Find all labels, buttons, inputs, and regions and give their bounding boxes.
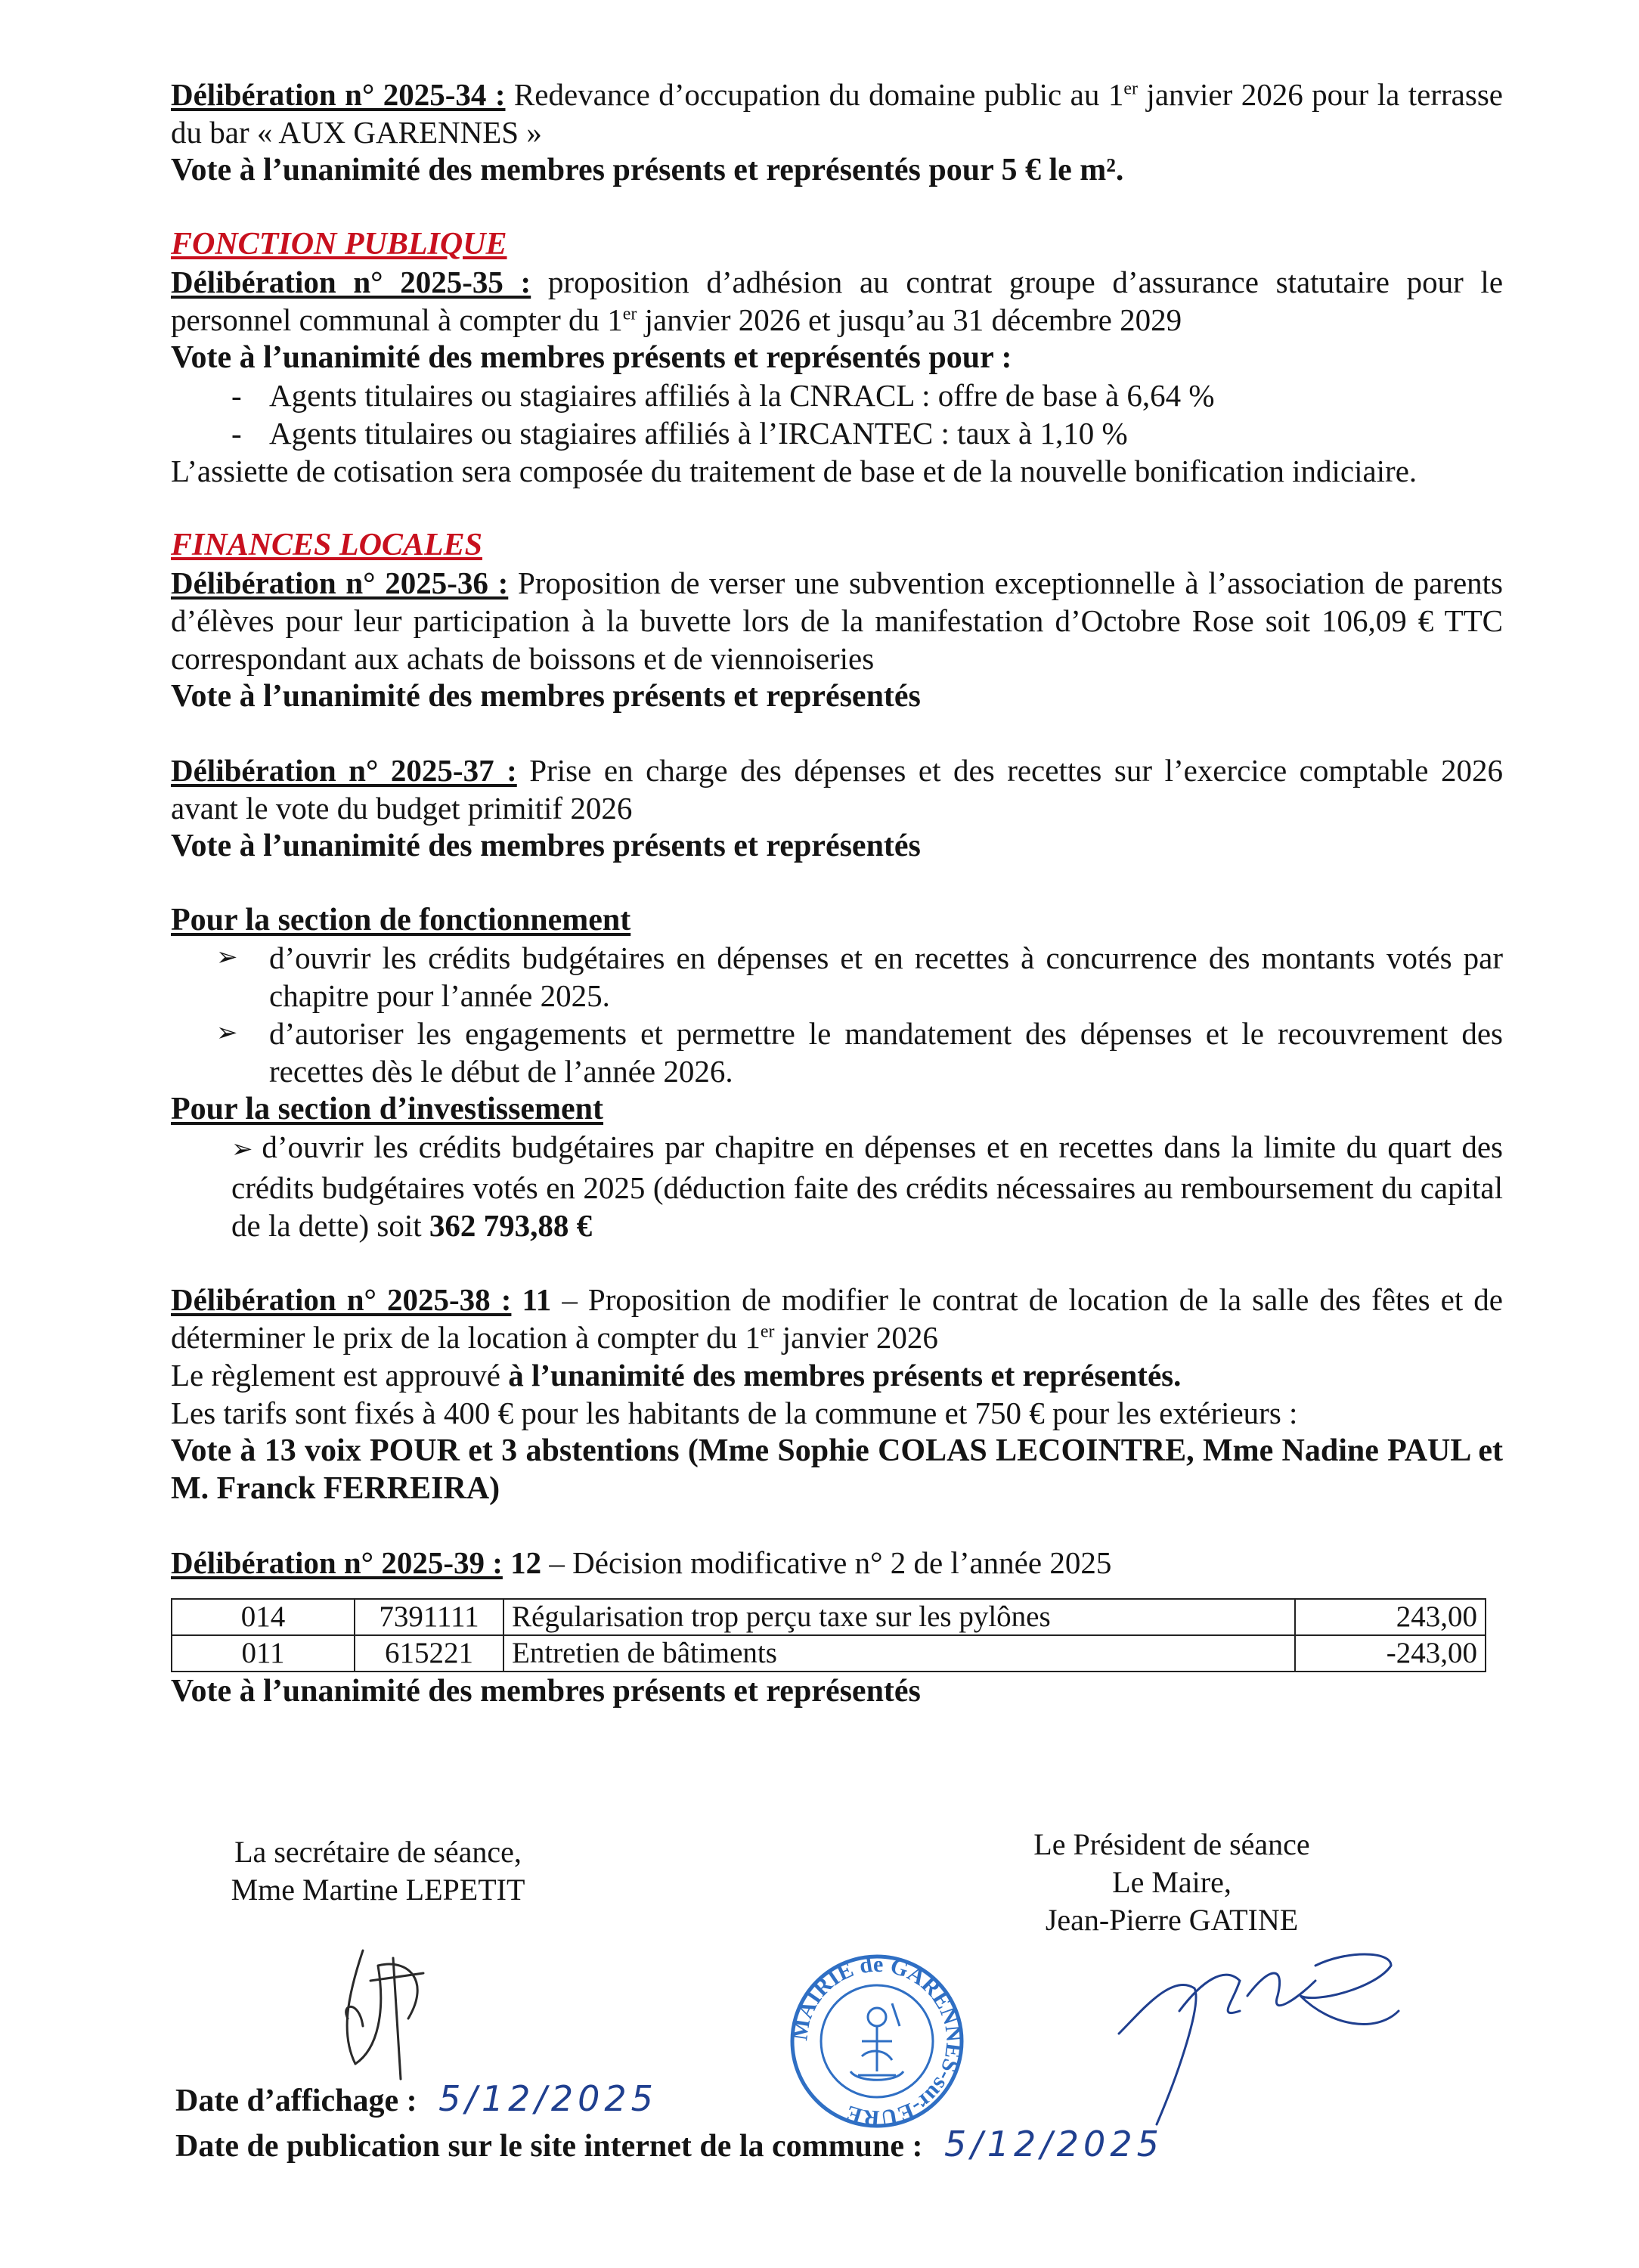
deliberation-38-label: Délibération n° 2025-38 : [171,1282,512,1317]
deliberation-34-text-end: janvier 2026 pour la terrasse du bar « AUX GARENNES » [171,77,1503,150]
fonctionnement-list [171,939,1503,1090]
deliberation-38-vote: Vote à 13 voix POUR et 3 abstentions (Mme Sophie COLAS LECOINTRE, Mme Nadine PAUL et M. Franck FERREIRA) [171,1433,1503,1506]
date-publication-label: Date de publication sur le site internet de la commune : [175,2129,923,2164]
deliberation-36-text: Proposition de verser une subvention exceptionnelle à l’association de parents d’élèves pour leur participation à la buvette lors de la manifestation d’Octobre Rose soit 106,09 € TTC correspondant aux achats de boissons et de viennoiseries [171,565,1503,676]
deliberation-39-number: 12 [502,1545,542,1580]
deliberation-36-label: Délibération n° 2025-36 : [171,565,509,600]
table-row [172,1635,1486,1672]
deliberation-38-reglement [171,1356,1503,1394]
reglement-vote: à l’unanimité des membres présents et représentés. [508,1358,1182,1393]
list-item-text: d’ouvrir les crédits budgétaires en dépenses et en recettes à concurrence des montants votés par chapitre pour l’année 2025. [269,940,1503,1013]
deliberation-35-text-end: janvier 2026 et jusqu’au 31 décembre 2029 [637,302,1182,337]
president-signature [1089,1920,1421,2132]
arrow-bullet-icon: ➢ [216,1019,238,1047]
date-publication [175,2123,1163,2167]
table-cell-compte: 7391111 [355,1599,503,1635]
secretaire-name: Mme Martine LEPETIT [231,1873,525,1907]
document-body [171,76,1503,1710]
deliberation-39 [171,1544,1503,1582]
deliberation-38-number: 11 [511,1282,552,1317]
stamp-text: MAIRIE de GARENNES-sur-EURE [787,1951,967,2131]
secretaire-title: La secrétaire de séance, [234,1835,522,1869]
deliberation-38 [171,1281,1503,1356]
secretaire-signature [318,1935,484,2087]
reglement-text: Le règlement est approuvé [171,1358,509,1393]
table-cell-chapitre: 011 [172,1635,355,1672]
deliberation-35-label: Délibération n° 2025-35 : [171,265,531,299]
decision-modificative-table [171,1598,1486,1672]
table-cell-montant: 243,00 [1295,1599,1486,1635]
president-name: Jean-Pierre GATINE [1045,1903,1299,1937]
deliberation-35-note: L’assiette de cotisation sera composée du traitement de base et de la nouvelle bonification indiciaire. [171,454,1417,488]
deliberation-36-vote: Vote à l’unanimité des membres présents et représentés [171,679,921,714]
section-investissement-heading: Pour la section d’investissement [171,1092,604,1126]
deliberation-36 [171,564,1503,677]
investissement-body: d’ouvrir les crédits budgétaires par chapitre en dépenses et en recettes dans la limite du quart des crédits budgétaires votés en 2025 (déduction faite des crédits nécessaires au remboursement du capital de la dette) soit [231,1129,1503,1243]
deliberation-34-label: Délibération n° 2025-34 : [171,77,506,112]
deliberation-35-list [171,376,1503,452]
deliberation-38-text-end: janvier 2026 [774,1320,938,1355]
date-publication-value: 5/12/2025 [943,2124,1163,2164]
table-cell-chapitre: 014 [172,1599,355,1635]
table-cell-libelle: Régularisation trop perçu taxe sur les pylônes [503,1599,1295,1635]
deliberation-39-label: Délibération n° 2025-39 : [171,1545,503,1580]
deliberation-35 [171,263,1503,339]
investissement-text [171,1128,1503,1244]
deliberation-37-text: Prise en charge des dépenses et des recettes sur l’exercice comptable 2026 avant le vote du budget primitif 2026 [171,753,1503,826]
list-item [216,1015,1503,1090]
secretaire-block [181,1833,575,1909]
investissement-amount: 362 793,88 € [429,1208,593,1243]
table-cell-libelle: Entretien de bâtiments [503,1635,1295,1672]
list-item: - Agents titulaires ou stagiaires affiliés à la CNRACL : offre de base à 6,64 % [231,376,1503,414]
deliberation-37-label: Délibération n° 2025-37 : [171,753,517,788]
president-role: Le Maire, [1112,1865,1232,1899]
superscript: er [1123,79,1138,99]
date-affichage [175,2077,658,2122]
deliberation-35-text: proposition d’adhésion au contrat groupe d’assurance statutaire pour le personnel communal à compter du 1 [171,265,1504,337]
deliberation-34 [171,76,1503,151]
deliberation-39-text: – Décision modificative n° 2 de l’année 2025 [541,1545,1112,1580]
table-row [172,1599,1486,1635]
deliberation-34-text: Redevance d’occupation du domaine public au 1 [505,77,1124,112]
deliberation-34-vote: Vote à l’unanimité des membres présents et représentés pour 5 € le m². [171,153,1124,187]
list-item-text: d’autoriser les engagements et permettre le mandatement des dépenses et le recouvrement des recettes dès le début de l’année 2026. [269,1016,1503,1089]
deliberation-38-tarifs: Les tarifs sont fixés à 400 € pour les habitants de la commune et 750 € pour les extérieurs : [171,1396,1298,1430]
deliberation-39-vote: Vote à l’unanimité des membres présents et représentés [171,1674,921,1709]
section-fonctionnement-heading: Pour la section de fonctionnement [171,903,631,937]
table-cell-montant: -243,00 [1295,1635,1486,1672]
mairie-stamp [786,1950,968,2132]
deliberation-35-vote: Vote à l’unanimité des membres présents et représentés pour : [171,340,1012,375]
deliberation-38-text: – Proposition de modifier le contrat de location de la salle des fêtes et de déterminer le prix de la location à compter du 1 [171,1282,1503,1355]
section-heading-finances-locales: FINANCES LOCALES [171,528,482,562]
arrow-bullet-icon: ➢ [231,1136,262,1163]
date-affichage-value: 5/12/2025 [438,2078,658,2119]
date-affichage-label: Date d’affichage : [175,2084,417,2118]
list-item: - Agents titulaires ou stagiaires affiliés à l’IRCANTEC : taux à 1,10 % [231,414,1503,452]
section-heading-fonction-publique: FONCTION PUBLIQUE [171,227,507,262]
list-item [216,939,1503,1015]
table-cell-compte: 615221 [355,1635,503,1672]
president-title: Le Président de séance [1033,1827,1310,1861]
deliberation-37 [171,751,1503,827]
deliberation-37-vote: Vote à l’unanimité des membres présents et représentés [171,829,921,863]
superscript: er [760,1321,775,1342]
superscript: er [622,304,637,324]
arrow-bullet-icon: ➢ [216,943,238,971]
